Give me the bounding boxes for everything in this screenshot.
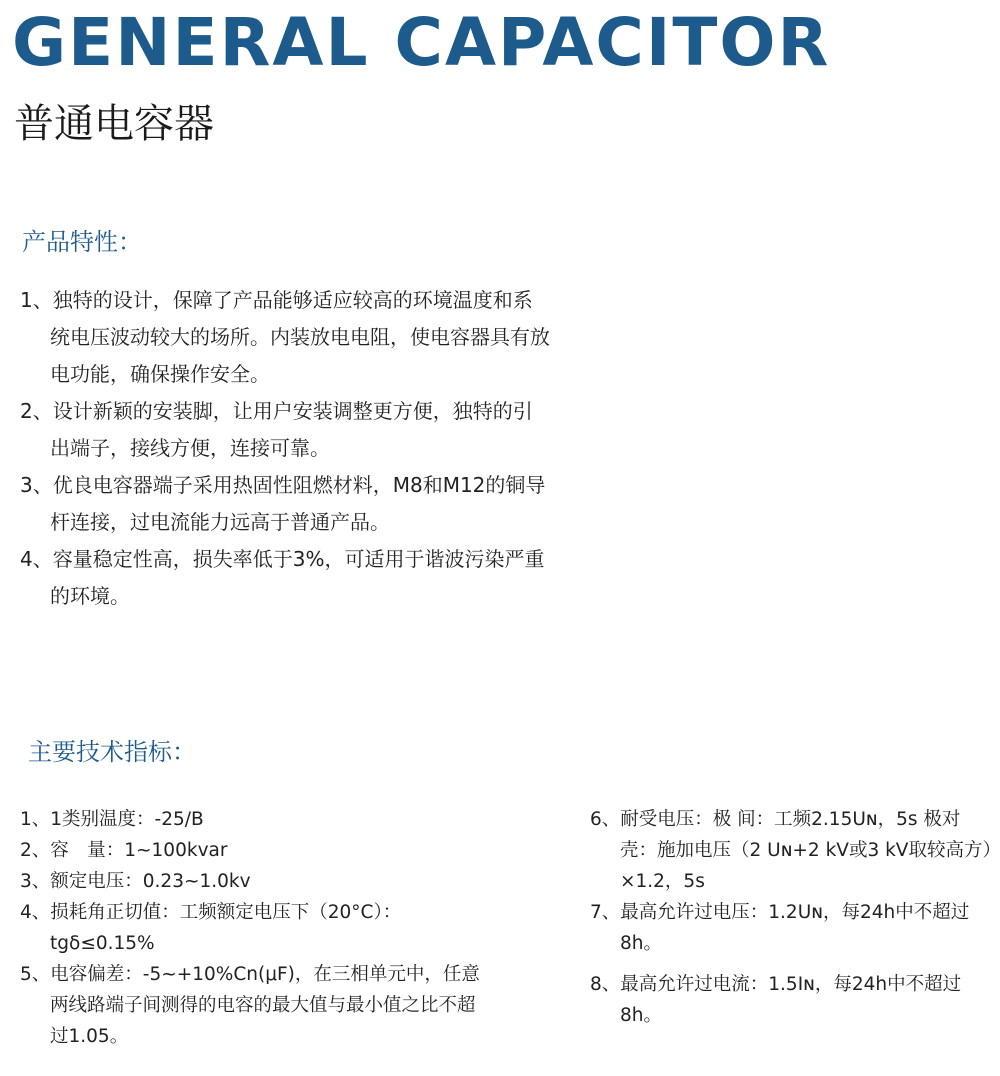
spec-item-8: 8、最高允许过电流：1.5Iɴ，每24h中不超过8h。 <box>590 974 962 1026</box>
spec-item-1: 1、1类别温度：-25/B <box>20 809 204 830</box>
page-title-chinese: 普通电容器 <box>14 101 214 147</box>
spec-item-3: 3、额定电压：0.23~1.0kv <box>20 871 251 892</box>
specs-left-column <box>20 804 490 1052</box>
specs-heading: 主要技术指标： <box>28 738 196 766</box>
feature-item-2: 2、设计新颖的安装脚，让用户安装调整更方便，独特的引出端子，接线方便，连接可靠。 <box>20 399 533 460</box>
feature-item-4: 4、容量稳定性高，损失率低于3%，可适用于谐波污染严重的环境。 <box>20 547 545 608</box>
features-heading: 产品特性： <box>22 228 142 256</box>
spec-item-4: 4、损耗角正切值：工频额定电压下（20°C）：tgδ≤0.15% <box>20 902 402 954</box>
spec-item-2: 2、容 量：1~100kvar <box>20 840 228 861</box>
page-title-english: GENERAL CAPACITOR <box>12 4 831 81</box>
spec-item-7: 7、最高允许过电压：1.2Uɴ，每24h中不超过8h。 <box>590 902 970 954</box>
spec-item-6: 6、耐受电压：极 间：工频2.15Uɴ，5s 极对壳：施加电压（2 Uɴ+2 kV或3 kV取较高方）×1.2，5s <box>590 809 992 892</box>
features-list <box>20 282 550 615</box>
feature-item-1: 1、独特的设计，保障了产品能够适应较高的环境温度和系统电压波动较大的场所。内装放电电阻，使电容器具有放电功能，确保操作安全。 <box>20 288 550 386</box>
feature-item-3: 3、优良电容器端子采用热固性阻燃材料，M8和M12的铜导杆连接，过电流能力远高于普通产品。 <box>20 473 546 534</box>
spec-item-5: 5、电容偏差：-5~+10%Cn(μF)，在三相单元中，任意两线路端子间测得的电容的最大值与最小值之比不超过1.05。 <box>20 964 480 1047</box>
specs-right-column <box>590 804 995 1031</box>
